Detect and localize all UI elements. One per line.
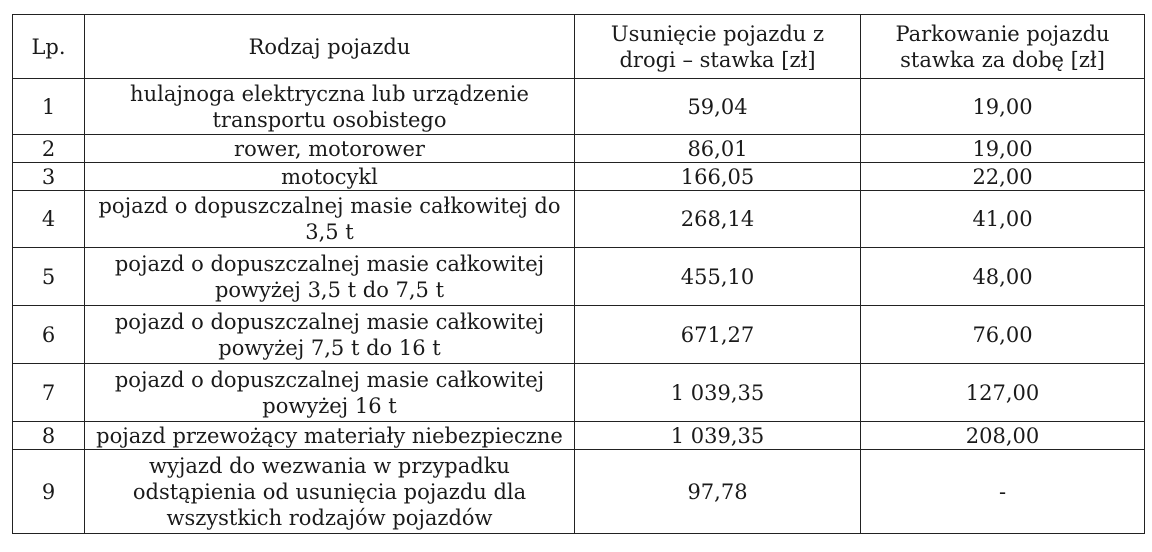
table-row xyxy=(13,364,1145,422)
fee-table xyxy=(12,14,1145,534)
table-row xyxy=(13,306,1145,364)
cell-parking: 208,00 xyxy=(861,422,1145,450)
cell-removal: 1 039,35 xyxy=(575,364,861,422)
cell-lp: 9 xyxy=(13,450,85,534)
cell-lp: 1 xyxy=(13,79,85,135)
table-row xyxy=(13,248,1145,306)
table-row xyxy=(13,191,1145,248)
cell-removal: 1 039,35 xyxy=(575,422,861,450)
header-vehicle-type: Rodzaj pojazdu xyxy=(85,15,575,79)
cell-removal: 166,05 xyxy=(575,163,861,191)
cell-parking: 22,00 xyxy=(861,163,1145,191)
table-row xyxy=(13,422,1145,450)
table-row xyxy=(13,450,1145,534)
cell-vehicle: motocykl xyxy=(85,163,575,191)
cell-lp: 5 xyxy=(13,248,85,306)
header-parking-rate: Parkowanie pojazdu stawka za dobę [zł] xyxy=(861,15,1145,79)
cell-vehicle: pojazd o dopuszczalnej masie całkowitej do 3,5 t xyxy=(85,191,575,248)
cell-lp: 6 xyxy=(13,306,85,364)
table-row xyxy=(13,163,1145,191)
cell-parking: 19,00 xyxy=(861,79,1145,135)
cell-vehicle: pojazd o dopuszczalnej masie całkowitej powyżej 7,5 t do 16 t xyxy=(85,306,575,364)
cell-removal: 671,27 xyxy=(575,306,861,364)
cell-parking: 127,00 xyxy=(861,364,1145,422)
table-row xyxy=(13,135,1145,163)
cell-removal: 455,10 xyxy=(575,248,861,306)
cell-lp: 2 xyxy=(13,135,85,163)
cell-parking: 41,00 xyxy=(861,191,1145,248)
cell-parking: 19,00 xyxy=(861,135,1145,163)
cell-vehicle: pojazd przewożący materiały niebezpieczne xyxy=(85,422,575,450)
cell-removal: 268,14 xyxy=(575,191,861,248)
cell-lp: 4 xyxy=(13,191,85,248)
cell-vehicle: hulajnoga elektryczna lub urządzenie transportu osobistego xyxy=(85,79,575,135)
cell-parking: 48,00 xyxy=(861,248,1145,306)
cell-vehicle: wyjazd do wezwania w przypadku odstąpienia od usunięcia pojazdu dla wszystkich rodzajów pojazdów xyxy=(85,450,575,534)
cell-removal: 59,04 xyxy=(575,79,861,135)
cell-vehicle: rower, motorower xyxy=(85,135,575,163)
cell-removal: 86,01 xyxy=(575,135,861,163)
table-row xyxy=(13,79,1145,135)
cell-vehicle: pojazd o dopuszczalnej masie całkowitej powyżej 16 t xyxy=(85,364,575,422)
cell-parking: 76,00 xyxy=(861,306,1145,364)
cell-parking: - xyxy=(861,450,1145,534)
cell-removal: 97,78 xyxy=(575,450,861,534)
cell-lp: 8 xyxy=(13,422,85,450)
fee-table-container xyxy=(12,14,1145,534)
header-lp: Lp. xyxy=(13,15,85,79)
cell-vehicle: pojazd o dopuszczalnej masie całkowitej powyżej 3,5 t do 7,5 t xyxy=(85,248,575,306)
cell-lp: 3 xyxy=(13,163,85,191)
header-removal-rate: Usunięcie pojazdu z drogi – stawka [zł] xyxy=(575,15,861,79)
table-header-row xyxy=(13,15,1145,79)
cell-lp: 7 xyxy=(13,364,85,422)
